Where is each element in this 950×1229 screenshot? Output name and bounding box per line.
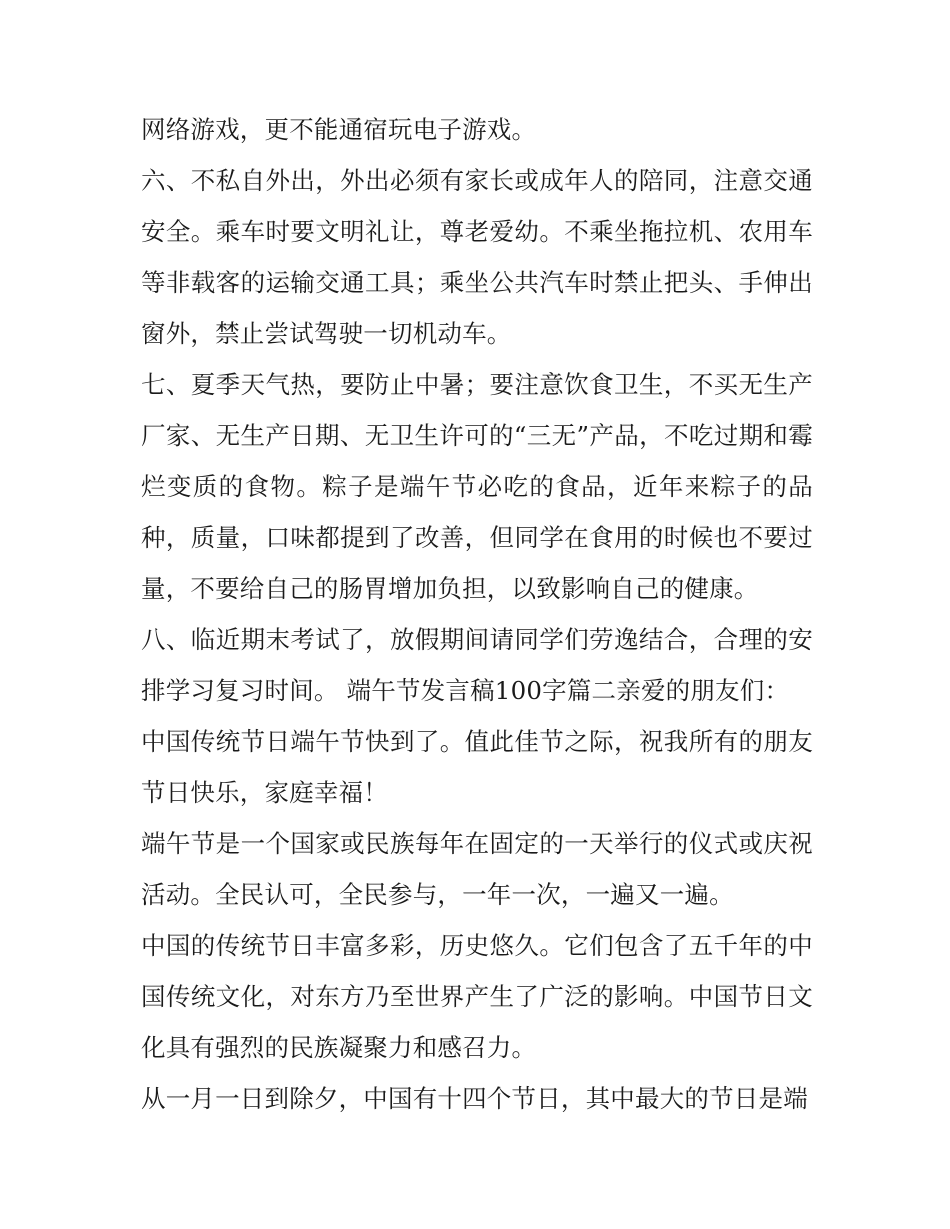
paragraph-festivals: 从一月一日到除夕，中国有十四个节日，其中最大的节日是端 [141, 1084, 808, 1113]
paragraph-greeting: 中国传统节日端午节快到了。值此佳节之际，祝我所有的朋友节日快乐，家庭幸福！ [141, 727, 813, 807]
paragraph-rule-eight: 八、临近期末考试了，放假期间请同学们劳逸结合，合理的安排学习复习时间。 端午节发言稿100字篇二亲爱的朋友们： [141, 625, 813, 705]
paragraph-intro: 网络游戏，更不能通宿玩电子游戏。 [141, 115, 537, 144]
paragraph-history: 中国的传统节日丰富多彩，历史悠久。它们包含了五千年的中国传统文化，对东方乃至世界产生了广泛的影响。中国节日文化具有强烈的民族凝聚力和感召力。 [141, 931, 813, 1062]
paragraph-rule-six: 六、不私自外出，外出必须有家长或成年人的陪同，注意交通安全。乘车时要文明礼让，尊老爱幼。不乘坐拖拉机、农用车等非载客的运输交通工具；乘坐公共汽车时禁止把头、手伸出窗外，禁止尝试驾驶一切机动车。 [141, 166, 813, 348]
paragraph-definition: 端午节是一个国家或民族每年在固定的一天举行的仪式或庆祝活动。全民认可，全民参与，一年一次，一遍又一遍。 [141, 829, 813, 909]
paragraph-rule-seven: 七、夏季天气热，要防止中暑；要注意饮食卫生，不买无生产厂家、无生产日期、无卫生许可的“三无”产品，不吃过期和霉烂变质的食物。粽子是端午节必吃的食品，近年来粽子的品种，质量，口味都提到了改善，但同学在食用的时候也不要过量，不要给自己的肠胃增加负担，以致影响自己的健康。 [141, 370, 813, 603]
document-body [141, 104, 813, 1124]
